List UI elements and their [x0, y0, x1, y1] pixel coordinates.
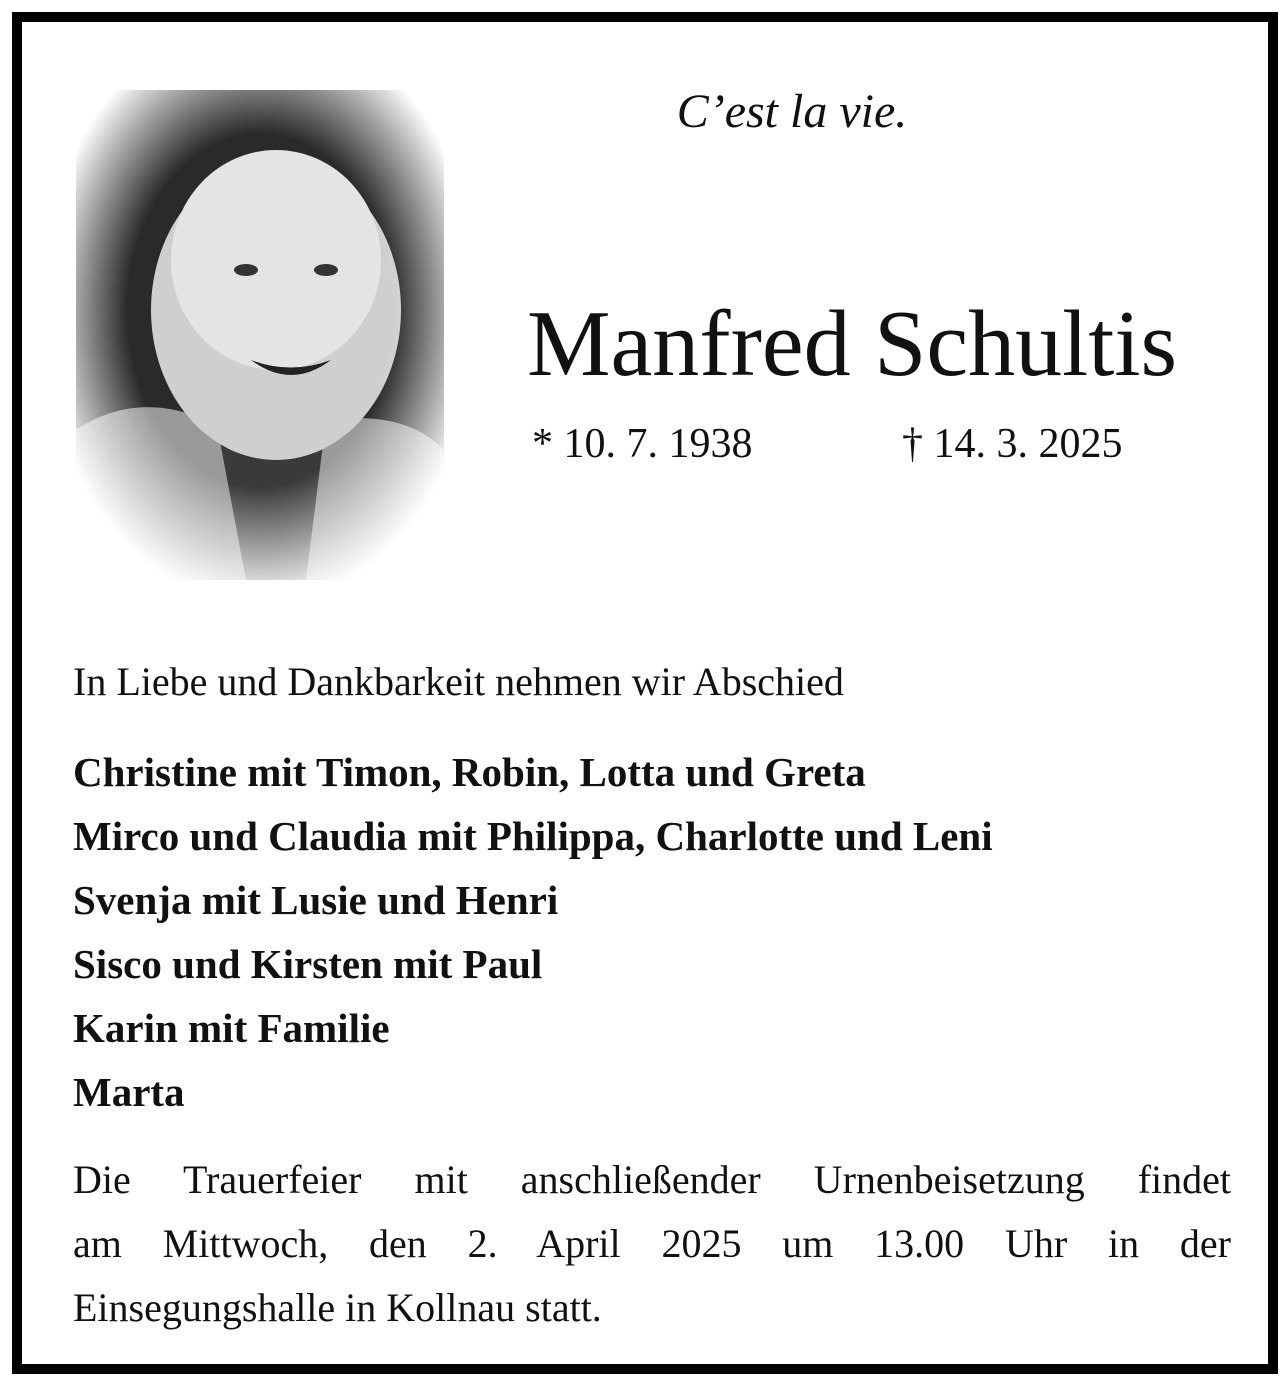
farewell-intro: In Liebe und Dankbarkeit nehmen wir Abschied	[73, 659, 844, 704]
notice-frame	[12, 12, 1278, 1374]
mourner-line: Karin mit Familie	[73, 1005, 390, 1051]
mourner-line: Sisco und Kirsten mit Paul	[73, 941, 543, 987]
mourner-line: Christine mit Timon, Robin, Lotta und Greta	[73, 749, 866, 795]
portrait-photo	[76, 90, 444, 580]
service-line: Einsegungshalle in Kollnau statt.	[73, 1285, 602, 1330]
mourners-list	[73, 740, 993, 1124]
birth-date: * 10. 7. 1938	[532, 421, 753, 467]
motto: C’est la vie.	[676, 85, 908, 138]
mourner-line: Marta	[73, 1069, 185, 1115]
deceased-name: Manfred Schultis	[526, 292, 1178, 396]
service-line: Die Trauerfeier mit anschließender Urnenbeisetzung findet	[73, 1157, 1231, 1202]
service-line: am Mittwoch, den 2. April 2025 um 13.00 Uhr in der	[73, 1221, 1231, 1266]
mourner-line: Svenja mit Lusie und Henri	[73, 877, 559, 923]
service-announcement	[73, 1148, 1231, 1340]
death-date: † 14. 3. 2025	[902, 421, 1123, 467]
mourner-line: Mirco und Claudia mit Philippa, Charlotte und Leni	[73, 813, 993, 859]
